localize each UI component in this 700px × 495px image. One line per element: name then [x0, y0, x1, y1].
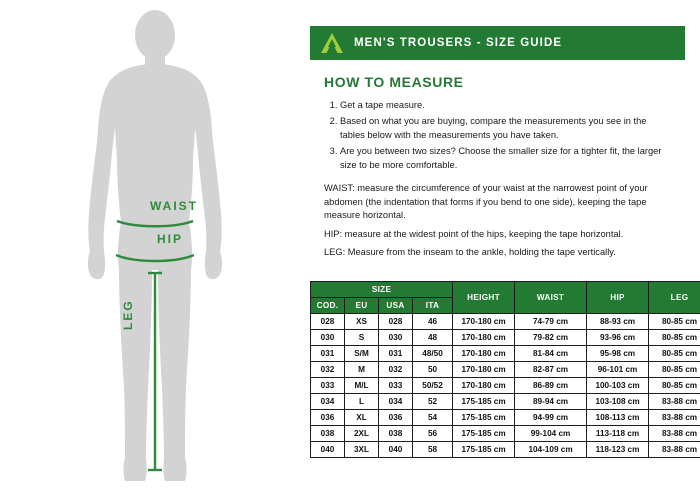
male-body-silhouette-icon	[55, 8, 255, 493]
cell-eu: L	[345, 393, 379, 409]
col-height: HEIGHT	[453, 281, 515, 313]
info-panel	[310, 26, 698, 458]
logo-icon	[320, 32, 344, 54]
cell-height: 175-185 cm	[453, 425, 515, 441]
cell-height: 170-180 cm	[453, 361, 515, 377]
cell-waist: 81-84 cm	[515, 345, 587, 361]
table-row	[311, 361, 700, 377]
cell-eu: S	[345, 329, 379, 345]
cell-eu: M/L	[345, 377, 379, 393]
size-table	[310, 281, 700, 458]
cell-usa: 032	[379, 361, 413, 377]
guide-title: MEN'S TROUSERS - SIZE GUIDE	[354, 37, 563, 49]
table-row	[311, 441, 700, 457]
title-bar	[310, 26, 685, 60]
table-row	[311, 345, 700, 361]
cell-ita: 50/52	[413, 377, 453, 393]
cell-hip: 108-113 cm	[587, 409, 649, 425]
body-figure-panel	[0, 0, 310, 495]
cell-hip: 93-96 cm	[587, 329, 649, 345]
col-eu: EU	[345, 297, 379, 313]
cell-usa: 038	[379, 425, 413, 441]
hip-label: HIP	[157, 232, 184, 246]
cell-usa: 040	[379, 441, 413, 457]
cell-cod: 028	[311, 313, 345, 329]
cell-leg: 83-88 cm	[649, 393, 700, 409]
cell-usa: 033	[379, 377, 413, 393]
cell-usa: 030	[379, 329, 413, 345]
how-to-measure-section	[310, 60, 685, 275]
col-group-size: SIZE	[311, 281, 453, 297]
table-group-header-row	[311, 281, 700, 297]
cell-cod: 034	[311, 393, 345, 409]
measure-step: 1. Get a tape measure.	[340, 99, 671, 112]
definition-waist: WAIST: measure the circumference of your waist at the narrowest point of your abdomen (the indentation that forms if you bend to one side), keeping the tape measure horizontal.	[324, 183, 648, 221]
cell-usa: 034	[379, 393, 413, 409]
measure-steps-list	[324, 99, 671, 172]
cell-leg: 83-88 cm	[649, 441, 700, 457]
cell-cod: 036	[311, 409, 345, 425]
cell-waist: 82-87 cm	[515, 361, 587, 377]
cell-leg: 80-85 cm	[649, 377, 700, 393]
size-table-body	[311, 313, 700, 457]
cell-height: 175-185 cm	[453, 393, 515, 409]
cell-waist: 99-104 cm	[515, 425, 587, 441]
cell-cod: 033	[311, 377, 345, 393]
how-to-measure-title: HOW TO MEASURE	[324, 74, 464, 90]
col-usa: USA	[379, 297, 413, 313]
cell-hip: 96-101 cm	[587, 361, 649, 377]
cell-hip: 100-103 cm	[587, 377, 649, 393]
measure-step: 2. Based on what you are buying, compare the measurements you see in the tables below with the measurements you have taken.	[340, 115, 671, 142]
measurement-definitions	[324, 182, 671, 259]
cell-usa: 028	[379, 313, 413, 329]
cell-ita: 56	[413, 425, 453, 441]
cell-height: 170-180 cm	[453, 377, 515, 393]
table-row	[311, 425, 700, 441]
cell-eu: 2XL	[345, 425, 379, 441]
cell-ita: 58	[413, 441, 453, 457]
cell-leg: 80-85 cm	[649, 329, 700, 345]
cell-ita: 48	[413, 329, 453, 345]
table-row	[311, 329, 700, 345]
cell-ita: 54	[413, 409, 453, 425]
cell-waist: 74-79 cm	[515, 313, 587, 329]
cell-leg: 80-85 cm	[649, 313, 700, 329]
definition-leg: LEG: Measure from the inseam to the ankle, holding the tape vertically.	[324, 247, 616, 258]
col-hip: HIP	[587, 281, 649, 313]
table-row	[311, 409, 700, 425]
table-row	[311, 313, 700, 329]
table-row	[311, 393, 700, 409]
cell-eu: XL	[345, 409, 379, 425]
cell-eu: 3XL	[345, 441, 379, 457]
cell-hip: 118-123 cm	[587, 441, 649, 457]
cell-waist: 79-82 cm	[515, 329, 587, 345]
col-waist: WAIST	[515, 281, 587, 313]
cell-height: 175-185 cm	[453, 441, 515, 457]
leg-label: LEG	[121, 299, 135, 330]
cell-leg: 80-85 cm	[649, 345, 700, 361]
cell-hip: 88-93 cm	[587, 313, 649, 329]
cell-eu: XS	[345, 313, 379, 329]
cell-waist: 104-109 cm	[515, 441, 587, 457]
cell-eu: M	[345, 361, 379, 377]
cell-hip: 95-98 cm	[587, 345, 649, 361]
col-cod: COD.	[311, 297, 345, 313]
table-row	[311, 377, 700, 393]
cell-usa: 031	[379, 345, 413, 361]
cell-ita: 46	[413, 313, 453, 329]
cell-cod: 030	[311, 329, 345, 345]
cell-height: 170-180 cm	[453, 329, 515, 345]
cell-height: 170-180 cm	[453, 313, 515, 329]
cell-cod: 032	[311, 361, 345, 377]
cell-cod: 038	[311, 425, 345, 441]
cell-cod: 040	[311, 441, 345, 457]
cell-leg: 83-88 cm	[649, 409, 700, 425]
definition-hip: HIP: measure at the widest point of the hips, keeping the tape horizontal.	[324, 228, 624, 239]
cell-cod: 031	[311, 345, 345, 361]
col-leg: LEG	[649, 281, 700, 313]
cell-waist: 94-99 cm	[515, 409, 587, 425]
cell-usa: 036	[379, 409, 413, 425]
cell-ita: 52	[413, 393, 453, 409]
cell-hip: 113-118 cm	[587, 425, 649, 441]
col-ita: ITA	[413, 297, 453, 313]
cell-hip: 103-108 cm	[587, 393, 649, 409]
cell-waist: 86-89 cm	[515, 377, 587, 393]
cell-height: 170-180 cm	[453, 345, 515, 361]
cell-ita: 48/50	[413, 345, 453, 361]
cell-waist: 89-94 cm	[515, 393, 587, 409]
cell-eu: S/M	[345, 345, 379, 361]
cell-leg: 83-88 cm	[649, 425, 700, 441]
measure-step: 3. Are you between two sizes? Choose the smaller size for a tighter fit, the larger size to be more comfortable.	[340, 145, 671, 172]
cell-height: 175-185 cm	[453, 409, 515, 425]
cell-leg: 80-85 cm	[649, 361, 700, 377]
waist-label: WAIST	[150, 199, 198, 213]
cell-ita: 50	[413, 361, 453, 377]
